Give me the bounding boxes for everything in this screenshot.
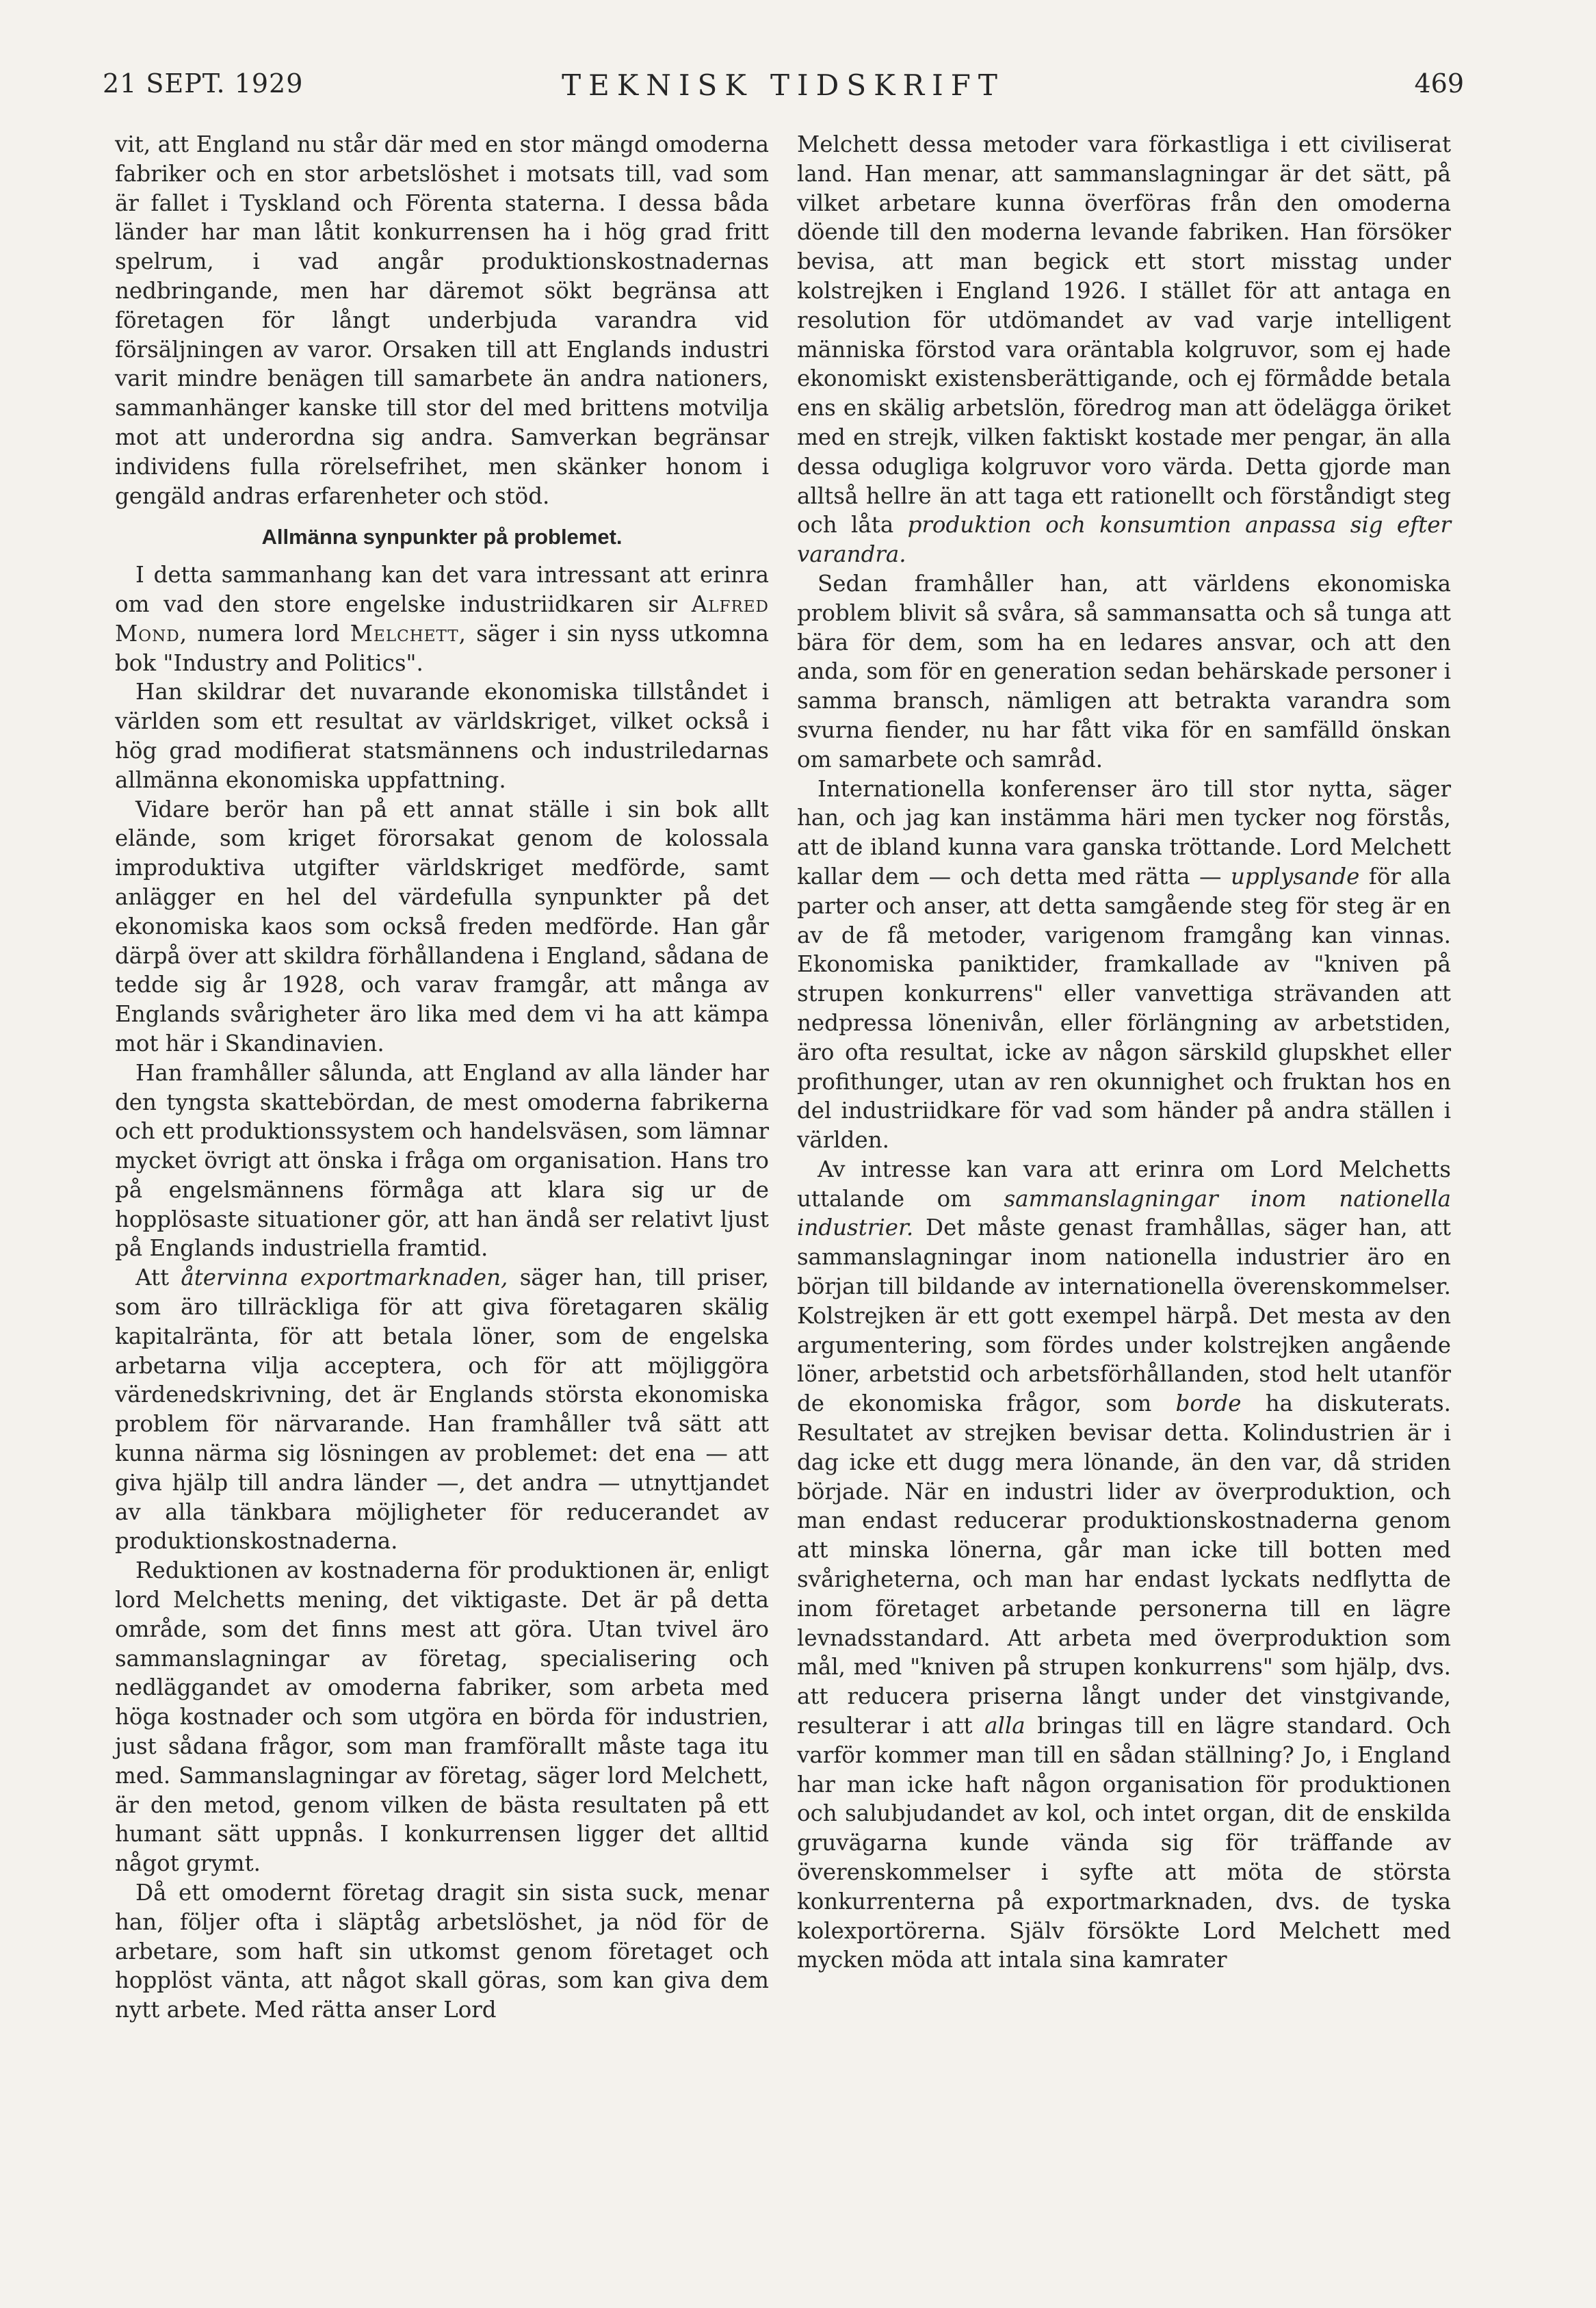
emphasis: borde bbox=[1175, 1390, 1242, 1417]
text-run: för alla parter och anser, att detta samgående steg för steg är en av de få metoder, varigenom framgång kan vinnas. Ekonomiska paniktider, framkallade av "kniven på strupen konkurrens" eller vanvettiga strävanden att nedpressa lönenivån, eller förlängning av arbetstiden, äro ofta resultat, icke av någon särskild glupskhet eller profithunger, utan av ren okunnighet och fruktan hos en del industriidkare för vad som händer på andra ställen i världen. bbox=[797, 863, 1451, 1154]
emphasis: alla bbox=[984, 1713, 1025, 1739]
emphasis: upplysande bbox=[1231, 863, 1360, 890]
paragraph bbox=[115, 1263, 769, 1556]
text-run: ha diskuterats. Resultatet av strejken bevisar detta. Kolindustrien är i dag icke ett dugg mera lönande, än den var, då striden började. När en industri lider av överproduktion, och man endast reducerar produktionskostnaderna genom att minska lönerna, går man icke till botten med svårigheterna, och man har endast lyckats nedflytta de inom företaget arbetande personerna till en lägre levnadsstandard. Att arbeta med överproduktion som mål, med "kniven på strupen konkurrens" som hjälp, dvs. att reducera priserna långt under det vinstgivande, resulterar i att bbox=[797, 1390, 1452, 1739]
right-column bbox=[797, 130, 1451, 1975]
section-heading: Allmänna synpunkter på problemet. bbox=[261, 525, 623, 549]
person-name: Melchett bbox=[350, 620, 459, 647]
text-run: bringas till en lägre standard. Och varför kommer man till en sådan ställning? Jo, i England har man icke haft någon organisation för produktionen och salubjudandet av kol, och intet organ, dit de enskilda gruvägarna kunde vända sig för träffande av överenskommelser i syfte att möta de största konkurrenterna på exportmarknaden, dvs. de tyska kolexportörerna. Själv försökte Lord Melchett med mycken möda att intala sina kamrater bbox=[797, 1713, 1451, 1973]
paragraph: Då ett omodernt företag dragit sin sista suck, menar han, följer ofta i släptåg arbetslöshet, ja nöd för de arbetare, som haft sin utkomst genom företaget och hopplöst vänta, att något skall göras, som kan giva dem nytt arbete. Med rätta anser Lord bbox=[115, 1880, 769, 2023]
text-run: , numera lord bbox=[179, 620, 350, 647]
emphasis: sammanslagningar inom nationella industrier. bbox=[797, 1185, 1451, 1241]
issue-date: 21 SEPT. 1929 bbox=[103, 68, 304, 99]
paragraph: Reduktionen av kostnaderna för produktionen är, enligt lord Melchetts mening, det viktigaste. Det är på detta område, som det finns mest att göra. Utan tvivel äro sammanslagningar av företag, specialisering och nedläggandet av omoderna fabriker, som arbeta med höga kostnader och som utgöra en börda för industrien, just sådana frågor, som man framförallt måste taga itu med. Sammanslagningar av företag, säger lord Melchett, är den metod, genom vilken de bästa resultaten på ett humant sätt uppnås. I konkurrensen ligger det alltid något grymt. bbox=[115, 1557, 769, 1877]
text-run: Av intresse kan vara att erinra om Lord Melchetts uttalande om bbox=[797, 1156, 1451, 1212]
left-column bbox=[115, 130, 769, 2025]
page-header bbox=[103, 68, 1464, 116]
text-run: , säger i sin nyss utkomna bok "Industry and Politics". bbox=[115, 620, 770, 676]
text-run: Internationella konferenser äro till stor nytta, säger han, och jag kan instämma häri men tycker nog förstås, att de ibland kunna vara ganska tröttande. Lord Melchett kallar dem — och detta med rätta — bbox=[797, 775, 1451, 890]
emphasis: återvinna exportmarknaden, bbox=[181, 1265, 508, 1291]
text-run: Att bbox=[135, 1265, 181, 1291]
paragraph bbox=[115, 560, 769, 677]
paragraph: vit, att England nu står där med en stor mängd omoderna fabriker och en stor arbetslöshet i motsats till, vad som är fallet i Tyskland och Förenta staterna. I dessa båda länder har man låtit konkurrensen ha i hög grad fritt spelrum, i vad angår produktionskostnadernas nedbringande, men har däremot sökt begränsa att företagen för långt underbjuda varandra vid försäljningen av varor. Orsaken till att Englands industri varit mindre benägen till samarbete än andra nationers, sammanhänger kanske till stor del med brittens motvilja mot att underordna sig andra. Samverkan begränsar individens fulla rörelsefrihet, men skänker honom i gengäld andras erfarenheter och stöd. bbox=[115, 131, 769, 509]
paragraph bbox=[797, 1155, 1451, 1975]
text-run: I detta sammanhang kan det vara intressant att erinra om vad den store engelske industriidkaren sir bbox=[115, 562, 769, 617]
paragraph bbox=[797, 130, 1451, 569]
paragraph bbox=[797, 775, 1451, 1155]
text-run: Det måste genast framhållas, säger han, att sammanslagningar inom nationella industrier äro en början till bildande av internationella överenskommelser. Kolstrejken är ett gott exempel härpå. Det mesta av den argumentering, som fördes under kolstrejken angående löner, arbetstid och arbetsförhållanden, stod helt utanför de ekonomiska frågor, som bbox=[797, 1215, 1451, 1417]
paragraph: Han skildrar det nuvarande ekonomiska tillståndet i världen som ett resultat av världskriget, vilket också i hög grad modifierat statsmännens och industriledarnas allmänna ekonomiska uppfattning. bbox=[115, 679, 769, 793]
paragraph: Han framhåller sålunda, att England av alla länder har den tyngsta skattebördan, de mest omoderna fabrikerna och ett produktionssystem och handelsväsen, som lämnar mycket övrigt att önska i fråga om organisation. Hans tro på engelsmännens förmåga att klara sig ur de hopplösaste situationer gör, att han ändå ser relativt ljust på Englands industriella framtid. bbox=[115, 1059, 769, 1262]
page-number: 469 bbox=[1414, 68, 1464, 99]
text-run: säger han, till priser, som äro tillräckliga för att giva företagaren skälig kapitalränta, för att betala löner, som de engelska arbetarna vilja acceptera, och för att möjliggöra värdenedskrivning, det är Englands största ekonomiska problem för närvarande. Han framhåller två sätt att kunna närma sig lösningen av problemet: det ena — att giva hjälp till andra länder —, det andra — utnyttjandet av alla tänkbara möjligheter för reducerandet av produktionskostnaderna. bbox=[115, 1265, 769, 1555]
paragraph: Vidare berör han på ett annat ställe i sin bok allt elände, som kriget förorsakat genom de kolossala improduktiva utgifter världskriget medförde, samt anlägger en hel del värdefulla synpunkter på det ekonomiska kaos som också freden medförde. Han går därpå över att skildra förhållandena i England, sådana de tedde sig år 1928, och varav framgår, att många av Englands svårigheter äro lika med dem vi ha att kämpa mot här i Skandinavien. bbox=[115, 796, 769, 1056]
journal-title: TEKNISK TIDSKRIFT bbox=[562, 68, 1005, 102]
text-run: Melchett dessa metoder vara förkastliga i ett civiliserat land. Han menar, att sammanslagningar är det sätt, på vilket arbetare kunna överföras från den omoderna döende till den moderna levande fabriken. Han försöker bevisa, att man begick ett stort misstag under kolstrejken i England 1926. I stället för att antaga en resolution för utdömandet av vad varje intelligent människa förstod vara oräntabla kolgruvor, som ej hade ekonomiskt existensberättigande, och ej förmådde betala ens en skälig arbetslön, föredrog man att ödelägga öriket med en strejk, vilken faktiskt kostade mer pengar, än alla dessa odugliga kolgruvor voro värda. Detta gjorde man alltså hellre än att taga ett rationellt och förståndigt steg och låta bbox=[797, 131, 1451, 539]
person-name: Alfred Mond bbox=[115, 591, 769, 647]
paragraph: Sedan framhåller han, att världens ekonomiska problem blivit så svåra, så sammansatta och så tunga att bära för dem, som ha en ledares ansvar, och att den anda, som för en generation sedan behärskade personer i samma bransch, nämligen att betrakta varandra som svurna fiender, nu har fått vika för en samfälld önskan om samarbete och samråd. bbox=[797, 570, 1451, 773]
emphasis: produktion och konsumtion anpassa sig efter varandra. bbox=[797, 512, 1451, 568]
